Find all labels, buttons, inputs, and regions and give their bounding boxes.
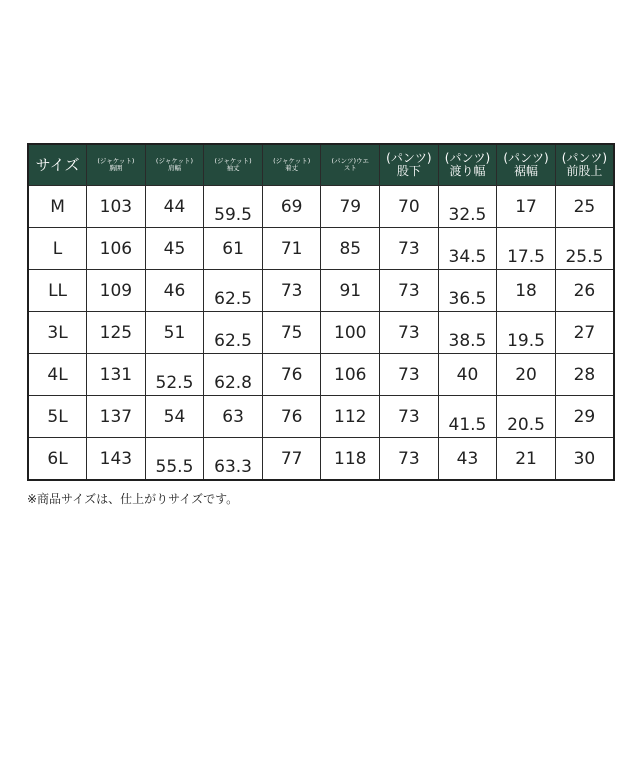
- size-cell: 5L: [28, 396, 87, 438]
- header-main: 胸囲: [109, 164, 123, 172]
- value-cell: 91: [321, 270, 380, 312]
- value-cell: 77: [262, 438, 321, 481]
- value-cell: 62.5: [204, 270, 263, 312]
- value-cell: 70: [380, 186, 439, 228]
- header-main: 肩幅: [167, 164, 181, 172]
- value-cell: 38.5: [438, 312, 497, 354]
- value-cell: 25.5: [555, 228, 614, 270]
- value-cell: 19.5: [497, 312, 556, 354]
- header-sub: (パンツ)ウエ: [331, 156, 370, 165]
- size-cell: LL: [28, 270, 87, 312]
- value-cell: 17.5: [497, 228, 556, 270]
- header-jacket-shoulder: [145, 144, 204, 186]
- header-sub: (パンツ): [386, 150, 432, 165]
- value-cell: 54: [145, 396, 204, 438]
- value-cell: 73: [380, 312, 439, 354]
- value-cell: 79: [321, 186, 380, 228]
- value-cell: 73: [380, 228, 439, 270]
- value-cell: 109: [87, 270, 146, 312]
- header-main: 股下: [396, 164, 421, 178]
- header-sub: (ジャケット): [97, 156, 135, 165]
- value-cell: 131: [87, 354, 146, 396]
- value-cell: 125: [87, 312, 146, 354]
- size-header: サイズ: [28, 144, 87, 186]
- value-cell: 41.5: [438, 396, 497, 438]
- header-main: 着丈: [285, 164, 299, 172]
- value-cell: 100: [321, 312, 380, 354]
- value-cell: 69: [262, 186, 321, 228]
- header-sub: (ジャケット): [214, 156, 252, 165]
- value-cell: 55.5: [145, 438, 204, 481]
- value-cell: 62.5: [204, 312, 263, 354]
- value-cell: 29: [555, 396, 614, 438]
- value-cell: 73: [380, 396, 439, 438]
- value-cell: 25: [555, 186, 614, 228]
- size-chart-table: [27, 143, 615, 481]
- header-main: スト: [343, 164, 357, 172]
- table-row: [28, 312, 614, 354]
- value-cell: 26: [555, 270, 614, 312]
- value-cell: 76: [262, 354, 321, 396]
- value-cell: 73: [380, 270, 439, 312]
- value-cell: 73: [380, 438, 439, 481]
- header-pants-front-rise: [555, 144, 614, 186]
- value-cell: 61: [204, 228, 263, 270]
- value-cell: 32.5: [438, 186, 497, 228]
- value-cell: 46: [145, 270, 204, 312]
- header-main: 前股上: [566, 164, 603, 178]
- value-cell: 73: [262, 270, 321, 312]
- value-cell: 143: [87, 438, 146, 481]
- value-cell: 20: [497, 354, 556, 396]
- value-cell: 76: [262, 396, 321, 438]
- value-cell: 52.5: [145, 354, 204, 396]
- header-sub: (パンツ): [561, 150, 608, 165]
- value-cell: 36.5: [438, 270, 497, 312]
- header-sub: (パンツ): [503, 150, 549, 165]
- header-main: 渡り幅: [449, 164, 486, 178]
- table-row: [28, 354, 614, 396]
- footnote: ※商品サイズは、仕上がりサイズです。: [27, 492, 239, 506]
- header-row: [28, 144, 614, 186]
- value-cell: 27: [555, 312, 614, 354]
- table-row: [28, 270, 614, 312]
- value-cell: 30: [555, 438, 614, 481]
- header-jacket-chest: [87, 144, 146, 186]
- header-pants-thigh: [438, 144, 497, 186]
- value-cell: 63: [204, 396, 263, 438]
- table-row: [28, 228, 614, 270]
- value-cell: 85: [321, 228, 380, 270]
- header-jacket-sleeve: [204, 144, 263, 186]
- value-cell: 71: [262, 228, 321, 270]
- table-row: [28, 186, 614, 228]
- header-jacket-length: [262, 144, 321, 186]
- value-cell: 17: [497, 186, 556, 228]
- header-pants-waist: [321, 144, 380, 186]
- value-cell: 62.8: [204, 354, 263, 396]
- size-cell: 4L: [28, 354, 87, 396]
- header-pants-inseam: [380, 144, 439, 186]
- header-main: 袖丈: [226, 164, 240, 172]
- value-cell: 28: [555, 354, 614, 396]
- value-cell: 43: [438, 438, 497, 481]
- value-cell: 34.5: [438, 228, 497, 270]
- value-cell: 103: [87, 186, 146, 228]
- value-cell: 45: [145, 228, 204, 270]
- value-cell: 118: [321, 438, 380, 481]
- value-cell: 106: [87, 228, 146, 270]
- value-cell: 44: [145, 186, 204, 228]
- table-row: [28, 438, 614, 481]
- value-cell: 40: [438, 354, 497, 396]
- header-main: 裾幅: [514, 164, 539, 178]
- value-cell: 75: [262, 312, 321, 354]
- header-sub: (パンツ): [444, 150, 491, 165]
- size-cell: L: [28, 228, 87, 270]
- value-cell: 51: [145, 312, 204, 354]
- size-cell: M: [28, 186, 87, 228]
- value-cell: 18: [497, 270, 556, 312]
- value-cell: 20.5: [497, 396, 556, 438]
- value-cell: 59.5: [204, 186, 263, 228]
- table-row: [28, 396, 614, 438]
- size-cell: 3L: [28, 312, 87, 354]
- value-cell: 63.3: [204, 438, 263, 481]
- value-cell: 137: [87, 396, 146, 438]
- header-pants-hem: [497, 144, 556, 186]
- value-cell: 112: [321, 396, 380, 438]
- size-cell: 6L: [28, 438, 87, 481]
- header-sub: (ジャケット): [273, 156, 311, 165]
- value-cell: 21: [497, 438, 556, 481]
- header-sub: (ジャケット): [155, 156, 194, 165]
- value-cell: 73: [380, 354, 439, 396]
- value-cell: 106: [321, 354, 380, 396]
